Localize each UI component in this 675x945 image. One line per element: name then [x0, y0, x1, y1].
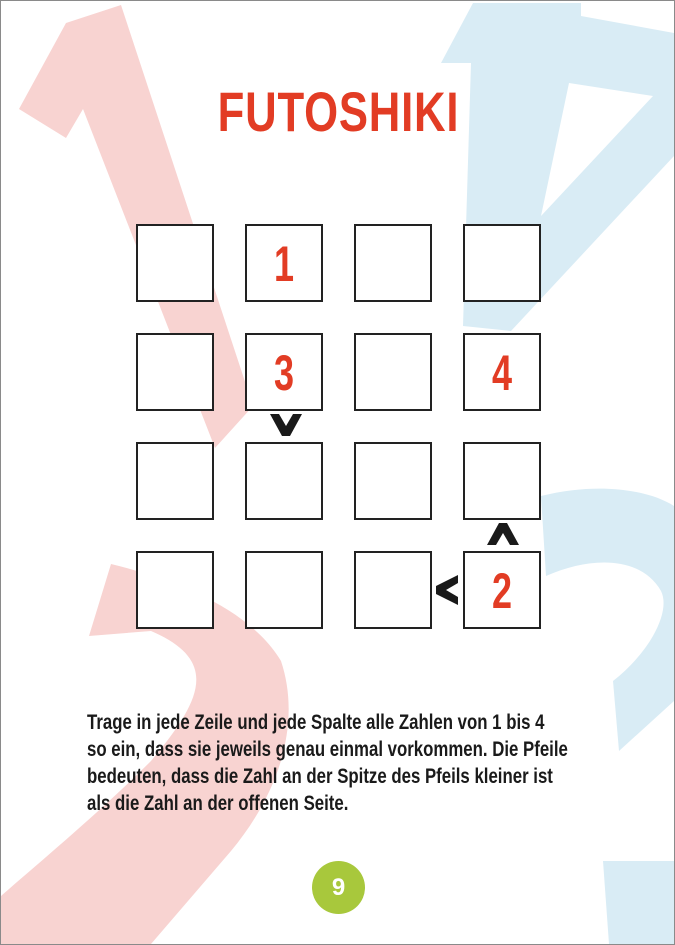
cell-value: [257, 444, 310, 518]
instructions-line: so ein, dass sie jeweils genau einmal vorkommen. Die Pfeile: [87, 738, 568, 761]
cell-value: [366, 553, 419, 627]
grid-cell-r4c2[interactable]: [245, 551, 323, 629]
grid-cell-r1c2[interactable]: [245, 224, 323, 302]
grid-cell-r2c3[interactable]: [354, 333, 432, 411]
cell-value: [475, 226, 528, 300]
page-number-badge: 9: [312, 861, 365, 914]
instructions-line: Trage in jede Zeile und jede Spalte alle Zahlen von 1 bis 4: [87, 711, 545, 734]
cell-value: [257, 553, 310, 627]
grid-cell-r3c4[interactable]: [463, 442, 541, 520]
grid-cell-r4c3[interactable]: [354, 551, 432, 629]
grid-cell-r4c4[interactable]: [463, 551, 541, 629]
cell-value: [475, 444, 528, 518]
cell-value: 2: [491, 563, 513, 619]
instructions-line: bedeuten, dass die Zahl an der Spitze des Pfeils kleiner ist: [87, 765, 553, 788]
grid-cell-r1c1[interactable]: [136, 224, 214, 302]
greater-than-down-arrow-icon: [270, 414, 302, 436]
less-than-up-arrow-icon: [487, 523, 519, 545]
grid-cell-r3c2[interactable]: [245, 442, 323, 520]
grid-cell-r2c1[interactable]: [136, 333, 214, 411]
grid-cell-r3c3[interactable]: [354, 442, 432, 520]
cell-value: [148, 226, 201, 300]
cell-value: 4: [491, 345, 513, 401]
less-than-left-arrow-icon: [436, 575, 458, 605]
cell-value: [148, 553, 201, 627]
cell-value: [366, 335, 419, 409]
grid-cell-r4c1[interactable]: [136, 551, 214, 629]
grid-cell-r1c3[interactable]: [354, 224, 432, 302]
grid-cell-r1c4[interactable]: [463, 224, 541, 302]
instructions-line: als die Zahl an der offenen Seite.: [87, 792, 349, 815]
grid-cell-r2c2[interactable]: [245, 333, 323, 411]
cell-value: [148, 444, 201, 518]
cell-value: [366, 226, 419, 300]
page-title: FUTOSHIKI: [217, 80, 460, 143]
cell-value: 1: [273, 236, 295, 292]
cell-value: [148, 335, 201, 409]
grid-cell-r2c4[interactable]: [463, 333, 541, 411]
cell-value: [366, 444, 419, 518]
instructions-text: [87, 709, 587, 817]
grid-cell-r3c1[interactable]: [136, 442, 214, 520]
cell-value: 3: [273, 345, 295, 401]
